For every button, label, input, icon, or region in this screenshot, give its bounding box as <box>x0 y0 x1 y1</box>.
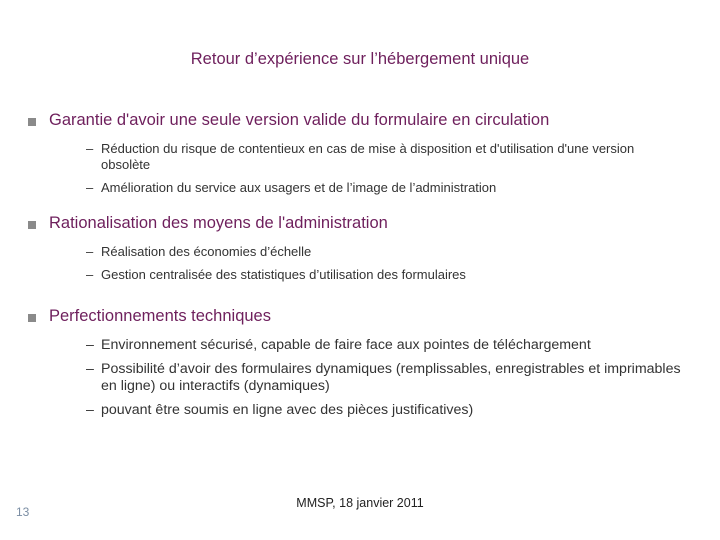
dash-bullet-icon: – <box>86 361 94 377</box>
section-heading: Garantie d'avoir une seule version valide du formulaire en circulation <box>49 111 550 129</box>
section-rationalisation <box>28 214 688 290</box>
section-heading: Perfectionnements techniques <box>49 307 271 325</box>
list-item: – Réalisation des économies d’échelle <box>86 244 312 259</box>
list-item: – Réduction du risque de contentieux en cas de mise à disposition et d'utilisation d'une version obsolète <box>86 141 635 172</box>
dash-bullet-icon: – <box>86 141 94 156</box>
dash-bullet-icon: – <box>86 402 94 418</box>
square-bullet-icon <box>28 221 36 229</box>
slide-title: Retour d’expérience sur l’hébergement unique <box>190 50 530 68</box>
list-item: – pouvant être soumis en ligne avec des pièces justificatives) <box>86 402 474 418</box>
list-item: – Possibilité d’avoir des formulaires dynamiques (remplissables, enregistrables et imprimables en ligne) ou interactifs (dynamiques) <box>86 361 681 394</box>
dash-bullet-icon: – <box>86 267 94 282</box>
dash-bullet-icon: – <box>86 337 94 353</box>
dash-bullet-icon: – <box>86 180 94 195</box>
square-bullet-icon <box>28 118 36 126</box>
section-guarantee <box>28 111 688 203</box>
page-number: 13 <box>16 505 30 519</box>
list-item: – Environnement sécurisé, capable de faire face aux pointes de téléchargement <box>86 337 591 353</box>
section-heading: Rationalisation des moyens de l'administration <box>49 214 388 232</box>
square-bullet-icon <box>28 314 36 322</box>
list-item: – Gestion centralisée des statistiques d’utilisation des formulaires <box>86 267 466 282</box>
footer-text: MMSP, 18 janvier 2011 <box>296 496 424 510</box>
section-technical <box>28 307 688 426</box>
dash-bullet-icon: – <box>86 244 94 259</box>
list-item: – Amélioration du service aux usagers et de l’image de l’administration <box>86 180 497 195</box>
